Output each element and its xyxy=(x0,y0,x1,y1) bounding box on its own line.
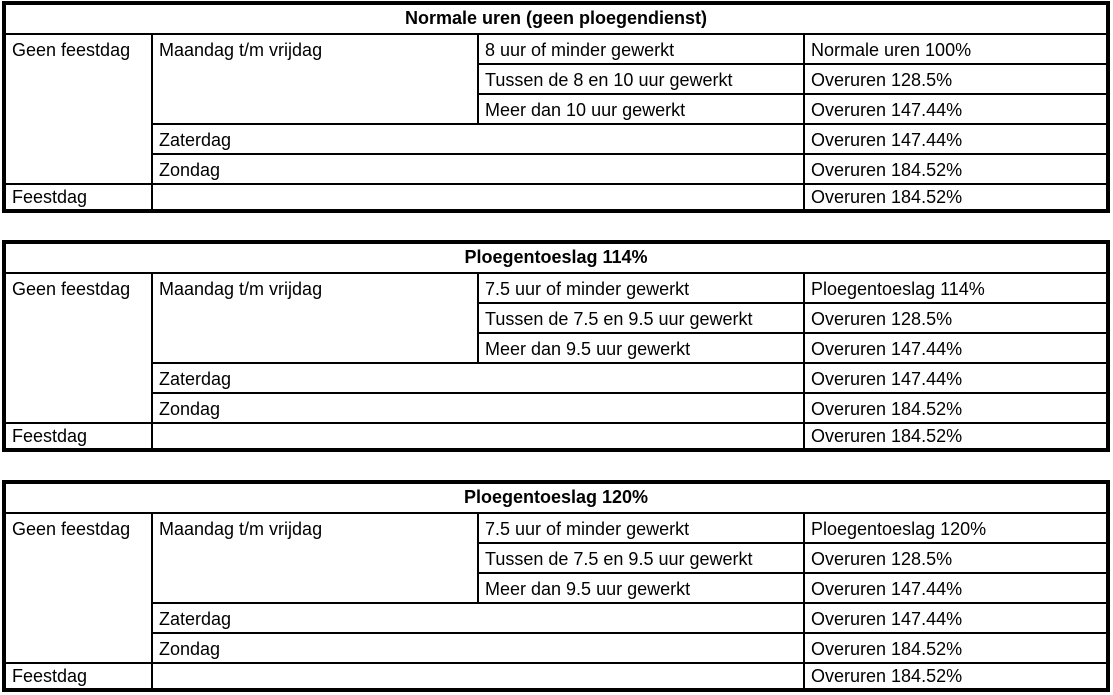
saturday-rate: Overuren 147.44% xyxy=(804,363,1108,393)
tier-rate: Overuren 128.5% xyxy=(804,303,1108,333)
saturday-rate: Overuren 147.44% xyxy=(804,124,1108,154)
table-row xyxy=(4,273,1108,303)
table-row xyxy=(4,393,1108,423)
tier-condition: Meer dan 10 uur gewerkt xyxy=(478,94,804,124)
sunday-rate: Overuren 184.52% xyxy=(804,633,1108,663)
non-holiday-label: Geen feestdag xyxy=(4,273,152,423)
sunday-label: Zondag xyxy=(152,393,804,423)
tier-condition: Meer dan 9.5 uur gewerkt xyxy=(478,573,804,603)
tier-rate: Ploegentoeslag 120% xyxy=(804,513,1108,543)
non-holiday-label: Geen feestdag xyxy=(4,34,152,184)
sunday-label: Zondag xyxy=(152,154,804,184)
rate-table-shift-114 xyxy=(2,240,1110,452)
sunday-label: Zondag xyxy=(152,633,804,663)
weekday-label: Maandag t/m vrijdag xyxy=(152,513,478,603)
table-row xyxy=(4,603,1108,633)
empty-cell xyxy=(152,184,804,211)
table-row xyxy=(4,34,1108,64)
table-row xyxy=(4,184,1108,211)
empty-cell xyxy=(152,663,804,690)
table-row xyxy=(4,423,1108,450)
weekday-label: Maandag t/m vrijdag xyxy=(152,34,478,124)
table-row xyxy=(4,663,1108,690)
weekday-label: Maandag t/m vrijdag xyxy=(152,273,478,363)
holiday-label: Feestdag xyxy=(4,184,152,211)
table-row xyxy=(4,513,1108,543)
table-title: Ploegentoeslag 114% xyxy=(4,242,1108,273)
tier-condition: Tussen de 7.5 en 9.5 uur gewerkt xyxy=(478,303,804,333)
tier-condition: 7.5 uur of minder gewerkt xyxy=(478,273,804,303)
saturday-label: Zaterdag xyxy=(152,603,804,633)
rate-table-shift-120 xyxy=(2,480,1110,692)
table-row xyxy=(4,124,1108,154)
table-row xyxy=(4,633,1108,663)
table-title-row xyxy=(4,242,1108,273)
tier-condition: Tussen de 7.5 en 9.5 uur gewerkt xyxy=(478,543,804,573)
saturday-rate: Overuren 147.44% xyxy=(804,603,1108,633)
saturday-label: Zaterdag xyxy=(152,124,804,154)
tier-rate: Ploegentoeslag 114% xyxy=(804,273,1108,303)
tier-rate: Overuren 147.44% xyxy=(804,573,1108,603)
tier-rate: Normale uren 100% xyxy=(804,34,1108,64)
sunday-rate: Overuren 184.52% xyxy=(804,393,1108,423)
tier-rate: Overuren 128.5% xyxy=(804,64,1108,94)
holiday-label: Feestdag xyxy=(4,423,152,450)
holiday-rate: Overuren 184.52% xyxy=(804,663,1108,690)
tier-condition: Meer dan 9.5 uur gewerkt xyxy=(478,333,804,363)
empty-cell xyxy=(152,423,804,450)
tier-rate: Overuren 128.5% xyxy=(804,543,1108,573)
holiday-label: Feestdag xyxy=(4,663,152,690)
holiday-rate: Overuren 184.52% xyxy=(804,184,1108,211)
rate-table-normal-hours xyxy=(2,1,1110,213)
tier-rate: Overuren 147.44% xyxy=(804,333,1108,363)
table-title: Normale uren (geen ploegendienst) xyxy=(4,3,1108,34)
tier-rate: Overuren 147.44% xyxy=(804,94,1108,124)
table-row xyxy=(4,363,1108,393)
non-holiday-label: Geen feestdag xyxy=(4,513,152,663)
tier-condition: 8 uur of minder gewerkt xyxy=(478,34,804,64)
table-title: Ploegentoeslag 120% xyxy=(4,482,1108,513)
table-title-row xyxy=(4,3,1108,34)
sunday-rate: Overuren 184.52% xyxy=(804,154,1108,184)
tier-condition: 7.5 uur of minder gewerkt xyxy=(478,513,804,543)
holiday-rate: Overuren 184.52% xyxy=(804,423,1108,450)
table-title-row xyxy=(4,482,1108,513)
tier-condition: Tussen de 8 en 10 uur gewerkt xyxy=(478,64,804,94)
saturday-label: Zaterdag xyxy=(152,363,804,393)
table-row xyxy=(4,154,1108,184)
